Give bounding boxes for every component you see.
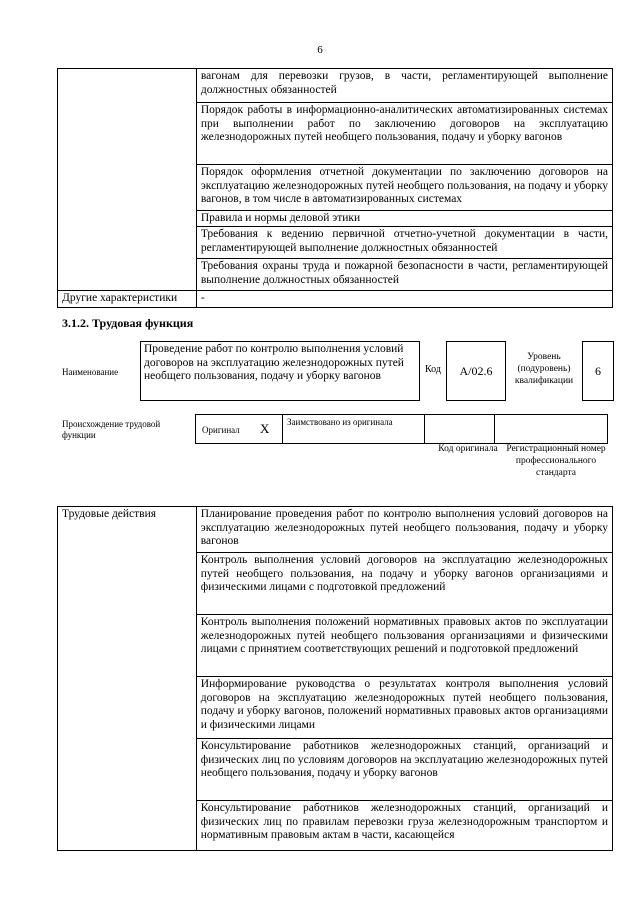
code-value-box: A/02.6	[446, 341, 506, 401]
original-cell	[196, 415, 259, 444]
knowledge-label-cell	[58, 69, 197, 291]
knowledge-item: Порядок работы в информационно-аналитических автоматизированных системах при выполнении работ по заключению договоров на эксплуатацию железнодорожных путей необщего пользования, подачу и уборку вагонов	[196, 103, 612, 165]
labor-action-item: Контроль выполнения положений нормативных правовых актов по эксплуатации железнодорожных путей необщего пользования организациями и физическими лицами с принятием соответствующих решений и подготовкой предложений	[196, 615, 612, 677]
function-name-box: Проведение работ по контролю выполнения условий договоров на эксплуатацию железнодорожных путей необщего пользования, подачу и уборку вагонов	[140, 341, 420, 401]
code-original-label: Код оригинала	[438, 444, 498, 454]
code-original-cell	[425, 415, 495, 444]
knowledge-item: Требования к ведению первичной отчетно-учетной документации в части, регламентирующей выполнение должностных обязанностей	[196, 227, 612, 259]
knowledge-table	[57, 68, 613, 308]
other-characteristics-label: Другие характеристики	[58, 291, 197, 308]
labor-action-item: Консультирование работников железнодорожных станций, организаций и физических лиц по правилам перевозки груза железнодорожным транспортом и нормативным правовым актам в части, касающейся	[196, 801, 612, 851]
borrowed-label: Заимствовано из оригинала	[287, 417, 393, 427]
reg-number-label: Регистрационный номер профессионального стандарта	[506, 444, 606, 478]
knowledge-item: Правила и нормы деловой этики	[196, 211, 612, 227]
original-mark-cell	[258, 415, 283, 444]
qualification-level-box: 6	[582, 341, 614, 401]
other-characteristics-value: -	[196, 291, 612, 308]
labor-action-item: Консультирование работников железнодорожных станций, организаций и физических лиц по условиям договоров на эксплуатацию железнодорожных путей необщего пользования, подачу и уборку вагонов	[196, 739, 612, 801]
qualification-level-label: Уровень (подуровень) квалификации	[514, 352, 574, 386]
knowledge-item: Порядок оформления отчетной документации по заключению договоров на эксплуатацию железнодорожных путей необщего пользования, на подачу и уборку вагонов, в том числе в автоматизированных системах	[196, 165, 612, 211]
labor-action-item: Контроль выполнения условий договоров на эксплуатацию железнодорожных путей необщего пользования, на подачу и уборку вагонов организациями и физическими лицами с подготовкой предложений	[196, 553, 612, 615]
reg-number-cell	[495, 415, 608, 444]
name-label: Наименование	[62, 367, 119, 377]
code-label: Код	[425, 364, 441, 375]
section-title: 3.1.2. Трудовая функция	[62, 316, 194, 330]
labor-action-item: Планирование проведения работ по контролю выполнения условий договоров на эксплуатацию железнодорожных путей необщего пользования, подачу и уборку вагонов	[196, 507, 612, 553]
labor-action-item: Информирование руководства о результатах контроля выполнения условий договоров на эксплуатацию железнодорожных путей необщего пользования, подачу и уборку вагонов, положений нормативных правовых актов организациями и физическими лицами	[196, 677, 612, 739]
borrowed-cell	[283, 415, 425, 444]
knowledge-item: вагонам для перевозки грузов, в части, регламентирующей выполнение должностных обязанностей	[196, 69, 612, 103]
labor-actions-label: Трудовые действия	[58, 507, 197, 851]
knowledge-item: Требования охраны труда и пожарной безопасности в части, регламентирующей выполнение должностных обязанностей	[196, 259, 612, 291]
original-mark: X	[260, 421, 270, 436]
page-number: 6	[317, 44, 323, 56]
original-label: Оригинал	[202, 425, 240, 435]
origin-label: Происхождение трудовой функции	[62, 419, 161, 440]
origin-table	[195, 414, 608, 444]
labor-actions-table	[57, 506, 613, 851]
